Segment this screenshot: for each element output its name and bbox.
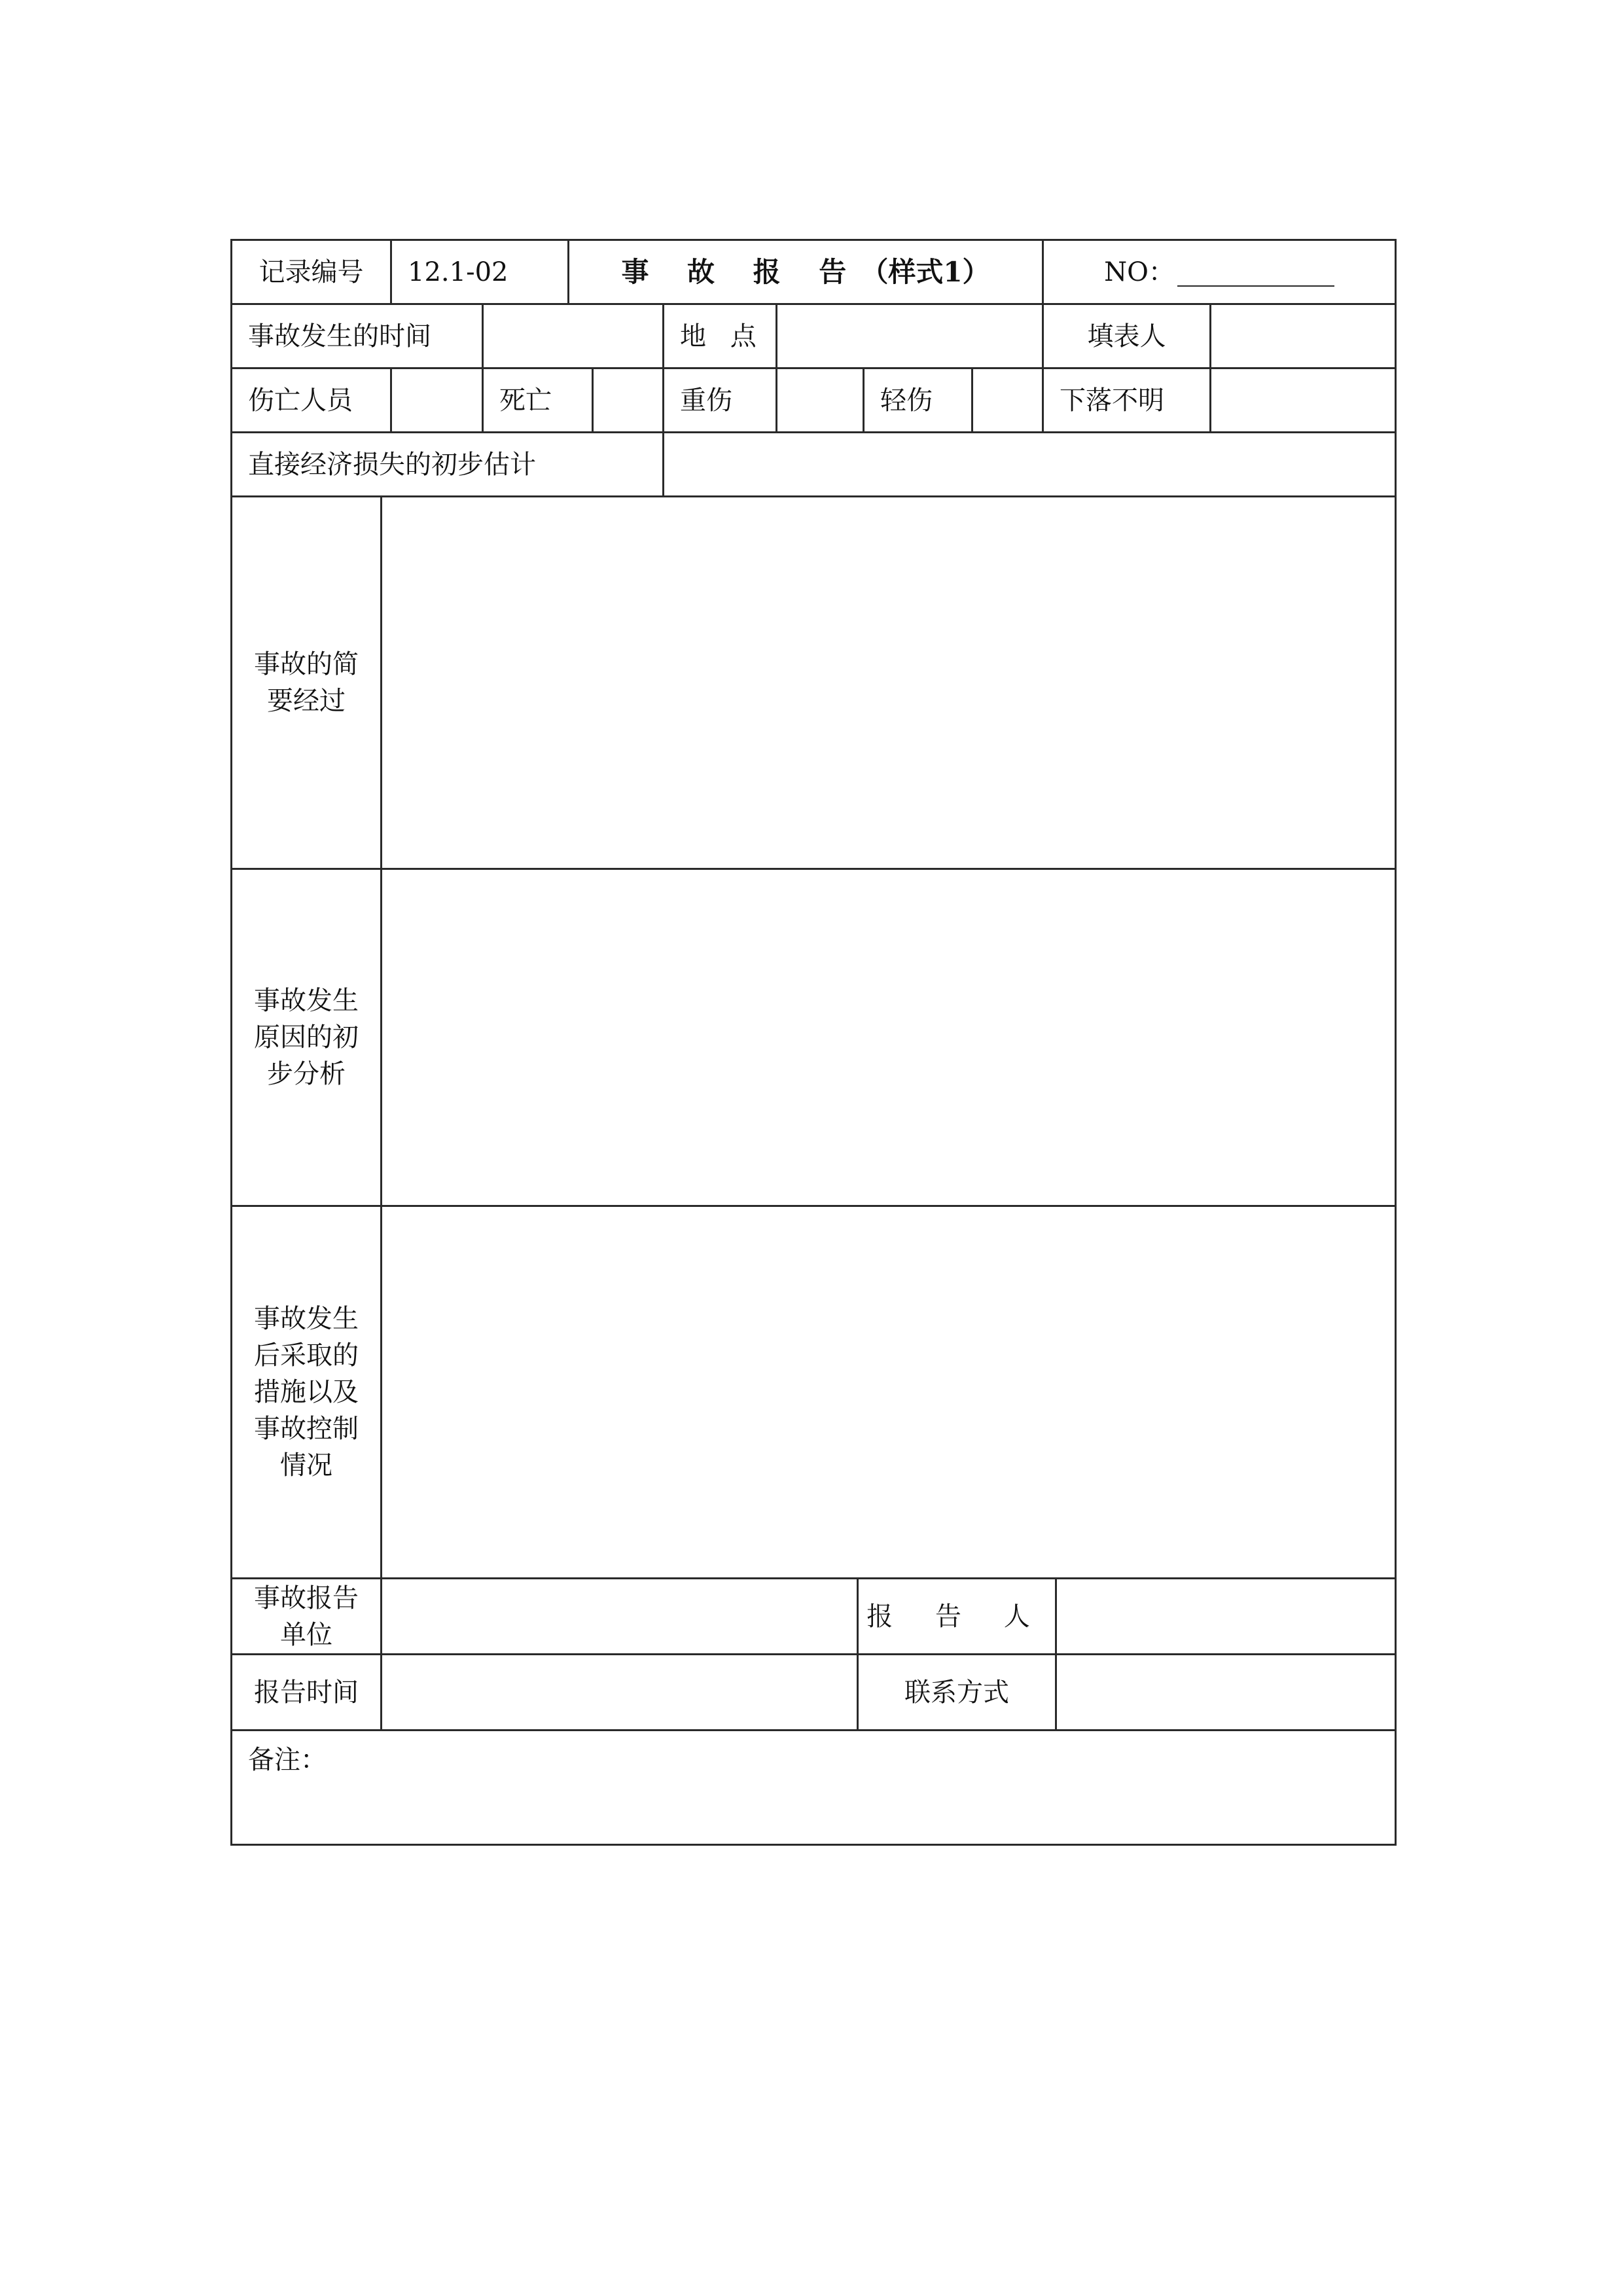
remarks-label: 备注： (248, 1745, 327, 1775)
cause-analysis-label-text: 事故发生原因的初步分析 (254, 986, 359, 1089)
reporter-field[interactable] (1057, 1579, 1397, 1653)
death-field[interactable] (594, 369, 664, 431)
place-field[interactable] (777, 305, 1044, 367)
casualties-row (230, 367, 1397, 431)
reporting-unit-field[interactable] (382, 1579, 859, 1653)
place-label: 地 点 (664, 305, 777, 367)
economic-loss-row (230, 431, 1397, 495)
filler-label: 填表人 (1044, 305, 1211, 367)
report-time-field[interactable] (382, 1655, 859, 1729)
reporting-unit-label-text: 事故报告单位 (254, 1583, 359, 1650)
filler-field[interactable] (1211, 305, 1397, 367)
minor-injury-field[interactable] (973, 369, 1044, 431)
minor-injury-label: 轻伤 (865, 369, 973, 431)
record-no-label: 记录编号 (232, 241, 392, 303)
contact-label: 联系方式 (859, 1655, 1057, 1729)
record-no-value: 12.1-02 (392, 241, 569, 303)
accident-report-form (230, 239, 1397, 1846)
brief-account-label (232, 497, 382, 868)
no-input-line[interactable] (1177, 258, 1334, 287)
measures-label (232, 1207, 382, 1577)
cause-analysis-row (230, 868, 1397, 1205)
report-time-row (230, 1653, 1397, 1729)
missing-field[interactable] (1211, 369, 1397, 431)
measures-field[interactable] (382, 1207, 1397, 1577)
casualties-field[interactable] (392, 369, 484, 431)
time-field[interactable] (484, 305, 664, 367)
no-label: NO： (1104, 257, 1175, 287)
cause-analysis-field[interactable] (382, 870, 1397, 1205)
reporter-label: 报 告 人 (859, 1579, 1057, 1653)
no-field[interactable] (1044, 241, 1397, 303)
serious-injury-field[interactable] (777, 369, 865, 431)
brief-account-field[interactable] (382, 497, 1397, 868)
measures-label-text: 事故发生后采取的措施以及事故控制情况 (254, 1304, 359, 1480)
reporting-unit-label (232, 1579, 382, 1653)
reporting-unit-row (230, 1577, 1397, 1653)
contact-field[interactable] (1057, 1655, 1397, 1729)
serious-injury-label: 重伤 (664, 369, 777, 431)
remarks-field[interactable] (232, 1731, 1397, 1844)
brief-account-label-text: 事故的简要经过 (254, 649, 359, 716)
brief-account-row (230, 495, 1397, 868)
missing-label: 下落不明 (1044, 369, 1211, 431)
header-row (230, 239, 1397, 303)
death-label: 死亡 (484, 369, 594, 431)
report-time-label: 报告时间 (232, 1655, 382, 1729)
time-label: 事故发生的时间 (232, 305, 484, 367)
cause-analysis-label (232, 870, 382, 1205)
economic-loss-field[interactable] (664, 433, 1397, 495)
form-title-variant: （样式1） (861, 255, 990, 288)
economic-loss-label: 直接经济损失的初步估计 (232, 433, 664, 495)
casualties-label: 伤亡人员 (232, 369, 392, 431)
time-place-row (230, 303, 1397, 367)
measures-row (230, 1205, 1397, 1577)
remarks-row (230, 1729, 1397, 1846)
form-title (569, 241, 1044, 303)
form-title-main: 事 故 报 告 (621, 255, 861, 288)
